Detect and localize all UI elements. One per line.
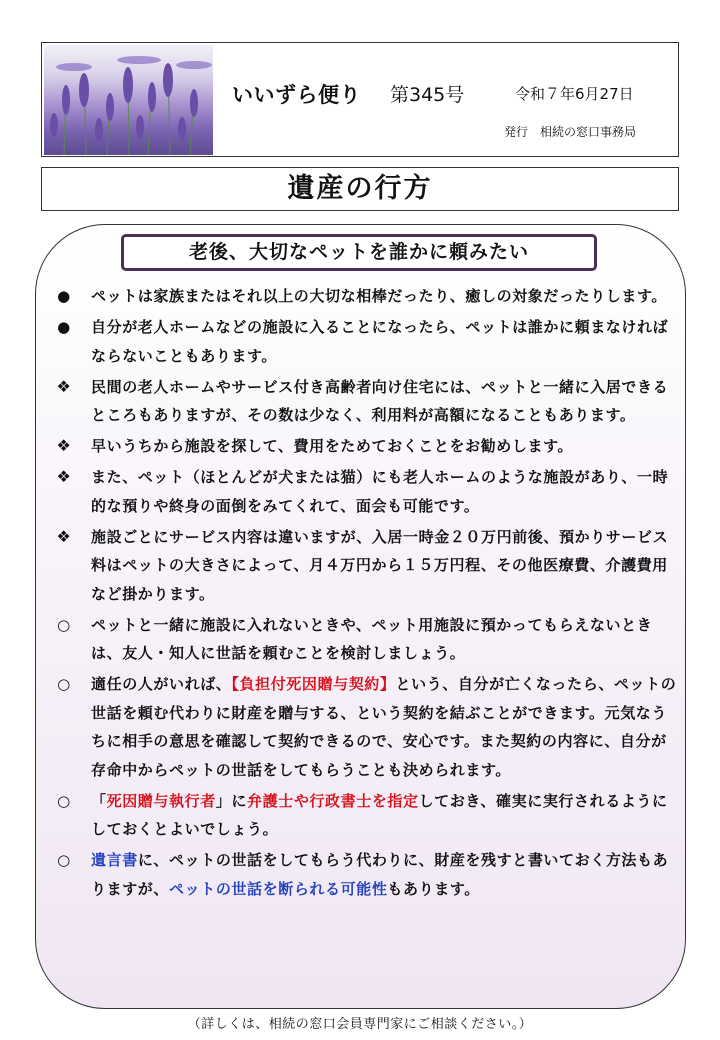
list-item: [49, 463, 679, 520]
list-item: [49, 787, 679, 844]
list-item: [49, 846, 679, 903]
list-item: [49, 282, 679, 311]
item-text-mid: に、ペットの世話をしてもらう代わりに、財産を残すと書いておく方法もありますが、: [91, 851, 669, 898]
diamond-bullet-icon: ❖: [56, 467, 72, 486]
designation-highlight: 弁護士や行政書士を指定: [247, 791, 419, 810]
list-item: [49, 313, 679, 370]
footnote: （詳しくは、相続の窓口会員専門家にご相談ください。）: [187, 1017, 533, 1032]
item-text-rest: もあります。: [387, 879, 480, 898]
executor-highlight: 死因贈与執行者: [106, 791, 216, 810]
open-circle-bullet-icon: ○: [57, 851, 71, 869]
item-text: また、ペット（ほとんどが犬または猫）にも老人ホームのような施設があり、一時的な預りや終身の面倒をみてくれて、面会も可能です。: [91, 468, 669, 515]
item-text: 早いうちから施設を探して、費用をためておくことをお勧めします。: [91, 437, 574, 455]
item-text-rest: という、自分が亡くなったら、ペットの世話を頼む代わりに財産を贈与する、という契約を結ぶことができます。元気なうちに相手の意思を確認して契約できるので、安心です。また契約の内容に、自分が存命中からペットの世話をしてもらうことも決められます。: [91, 675, 677, 779]
open-circle-bullet-icon: ○: [57, 675, 71, 693]
diamond-bullet-icon: ❖: [56, 436, 72, 455]
filled-circle-bullet-icon: ●: [57, 318, 71, 336]
lavender-photo: [44, 45, 213, 155]
list-item: [49, 432, 679, 461]
issue-date: 令和７年6月27日: [515, 85, 634, 103]
item-text: 民間の老人ホームやサービス付き高齢者向け住宅には、ペットと一緒に入居できるところもありますが、その数は少なく、利用料が高額になることもあります。: [91, 377, 669, 424]
newsletter-header: [41, 42, 679, 157]
diamond-bullet-icon: ❖: [56, 526, 72, 546]
filled-circle-bullet-icon: ●: [57, 287, 71, 305]
issue-number: 第345号: [390, 84, 465, 106]
main-title: 遺産の行方: [41, 167, 679, 211]
section-subtitle: 老後、大切なペットを誰かに頼みたい: [121, 234, 597, 271]
will-highlight: 遺言書: [91, 851, 138, 869]
list-item: [49, 611, 679, 668]
list-item: [49, 670, 679, 784]
quote-open: 「: [91, 791, 107, 810]
contract-name-highlight: 【負担付死因贈与契約】: [231, 675, 396, 693]
item-text: 施設ごとにサービス内容は違いますが、入居一時金２０万円前後、預かりサービス料はペットの大きさによって、月４万円から１５万円程、その他医療費、介護費用など掛かります。: [91, 527, 669, 603]
quote-close: 」に: [215, 791, 248, 810]
lavender-image: [44, 45, 213, 155]
item-text: ペットと一緒に施設に入れないときや、ペット用施設に預かってもらえないときは、友人・知人に世話を頼むことを検討しましょう。: [91, 615, 653, 662]
item-text: ペットは家族またはそれ以上の大切な相棒だったり、癒しの対象だったりします。: [91, 287, 668, 305]
publisher: 発行 相続の窓口事務局: [504, 125, 637, 139]
item-text-lead: 適任の人がいれば、: [91, 675, 232, 693]
list-item: [49, 523, 679, 609]
open-circle-bullet-icon: ○: [57, 791, 71, 810]
diamond-bullet-icon: ❖: [56, 376, 72, 396]
newsletter-title: いいずら便り: [232, 83, 361, 107]
bullet-list: [49, 282, 679, 906]
list-item: [49, 373, 679, 430]
item-text-rest: しておき、確実に実行されるようにしておくとよいでしょう。: [91, 791, 668, 838]
refusal-risk-highlight: ペットの世話を断られる可能性: [169, 879, 388, 898]
open-circle-bullet-icon: ○: [57, 615, 71, 634]
item-text: 自分が老人ホームなどの施設に入ることになったら、ペットは誰かに頼まなければならないこともあります。: [91, 318, 669, 365]
